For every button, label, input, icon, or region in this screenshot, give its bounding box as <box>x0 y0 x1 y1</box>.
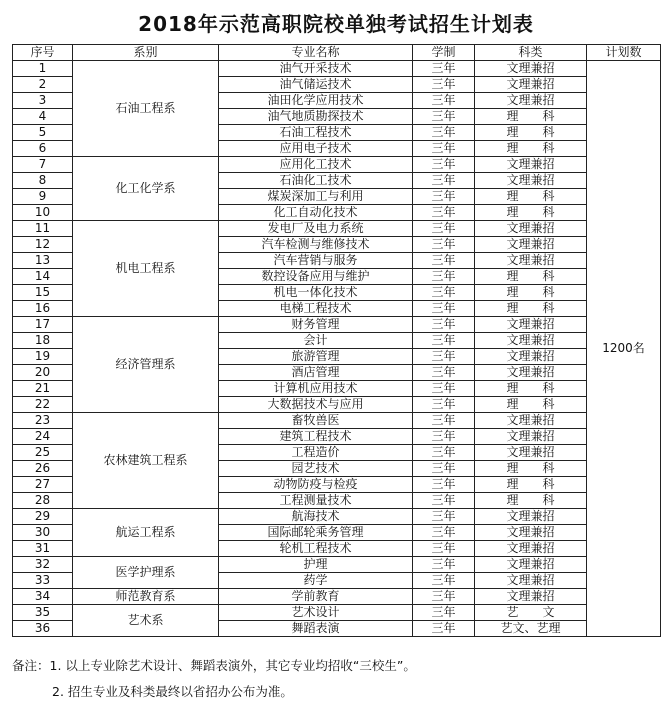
major-name-cell: 汽车营销与服务 <box>219 253 413 269</box>
category-cell: 理 科 <box>475 141 587 157</box>
duration-cell: 三年 <box>413 349 475 365</box>
major-name-cell: 轮机工程技术 <box>219 541 413 557</box>
major-name-cell: 应用化工技术 <box>219 157 413 173</box>
category-cell: 文理兼招 <box>475 253 587 269</box>
duration-cell: 三年 <box>413 397 475 413</box>
row-number-cell: 6 <box>13 141 73 157</box>
category-cell: 文理兼招 <box>475 77 587 93</box>
major-name-cell: 应用电子技术 <box>219 141 413 157</box>
duration-cell: 三年 <box>413 77 475 93</box>
row-number-cell: 14 <box>13 269 73 285</box>
duration-cell: 三年 <box>413 381 475 397</box>
row-number-cell: 18 <box>13 333 73 349</box>
department-cell: 艺术系 <box>73 605 219 637</box>
major-name-cell: 化工自动化技术 <box>219 205 413 221</box>
category-cell: 理 科 <box>475 461 587 477</box>
note-line-1: 备注：1. 以上专业除艺术设计、舞蹈表演外，其它专业均招收“三校生”。 <box>12 658 416 673</box>
category-cell: 理 科 <box>475 109 587 125</box>
row-number-cell: 35 <box>13 605 73 621</box>
row-number-cell: 3 <box>13 93 73 109</box>
category-cell: 文理兼招 <box>475 413 587 429</box>
category-cell: 文理兼招 <box>475 509 587 525</box>
department-cell: 机电工程系 <box>73 221 219 317</box>
category-cell: 理 科 <box>475 125 587 141</box>
duration-cell: 三年 <box>413 445 475 461</box>
duration-cell: 三年 <box>413 413 475 429</box>
duration-cell: 三年 <box>413 237 475 253</box>
major-name-cell: 旅游管理 <box>219 349 413 365</box>
duration-cell: 三年 <box>413 461 475 477</box>
category-cell: 文理兼招 <box>475 157 587 173</box>
table-row <box>13 157 661 173</box>
category-cell: 文理兼招 <box>475 317 587 333</box>
duration-cell: 三年 <box>413 333 475 349</box>
category-cell: 文理兼招 <box>475 429 587 445</box>
major-name-cell: 油气地质勘探技术 <box>219 109 413 125</box>
major-name-cell: 动物防疫与检疫 <box>219 477 413 493</box>
row-number-cell: 24 <box>13 429 73 445</box>
major-name-cell: 数控设备应用与维护 <box>219 269 413 285</box>
duration-cell: 三年 <box>413 589 475 605</box>
major-name-cell: 药学 <box>219 573 413 589</box>
table-row <box>13 317 661 333</box>
duration-cell: 三年 <box>413 605 475 621</box>
table-row <box>13 61 661 77</box>
row-number-cell: 31 <box>13 541 73 557</box>
duration-cell: 三年 <box>413 141 475 157</box>
row-number-cell: 17 <box>13 317 73 333</box>
major-name-cell: 油田化学应用技术 <box>219 93 413 109</box>
duration-cell: 三年 <box>413 125 475 141</box>
category-cell: 文理兼招 <box>475 445 587 461</box>
major-name-cell: 油气储运技术 <box>219 77 413 93</box>
plan-count-cell: 1200名 <box>587 61 661 637</box>
duration-cell: 三年 <box>413 541 475 557</box>
row-number-cell: 21 <box>13 381 73 397</box>
category-cell: 文理兼招 <box>475 221 587 237</box>
page-title: 2018年示范高职院校单独考试招生计划表 <box>138 12 534 36</box>
major-name-cell: 航海技术 <box>219 509 413 525</box>
duration-cell: 三年 <box>413 477 475 493</box>
major-name-cell: 石油工程技术 <box>219 125 413 141</box>
duration-cell: 三年 <box>413 429 475 445</box>
note-line-2: 2. 招生专业及科类最终以省招办公布为准。 <box>52 684 293 699</box>
major-name-cell: 园艺技术 <box>219 461 413 477</box>
duration-cell: 三年 <box>413 221 475 237</box>
duration-cell: 三年 <box>413 525 475 541</box>
duration-cell: 三年 <box>413 365 475 381</box>
header-cell: 系别 <box>73 45 219 61</box>
category-cell: 理 科 <box>475 301 587 317</box>
category-cell: 文理兼招 <box>475 237 587 253</box>
category-cell: 理 科 <box>475 381 587 397</box>
major-name-cell: 计算机应用技术 <box>219 381 413 397</box>
major-name-cell: 油气开采技术 <box>219 61 413 77</box>
duration-cell: 三年 <box>413 493 475 509</box>
row-number-cell: 30 <box>13 525 73 541</box>
table-row <box>13 509 661 525</box>
major-name-cell: 畜牧兽医 <box>219 413 413 429</box>
category-cell: 文理兼招 <box>475 61 587 77</box>
row-number-cell: 19 <box>13 349 73 365</box>
header-cell: 科类 <box>475 45 587 61</box>
major-name-cell: 机电一体化技术 <box>219 285 413 301</box>
row-number-cell: 7 <box>13 157 73 173</box>
table-header-row <box>13 45 661 61</box>
duration-cell: 三年 <box>413 573 475 589</box>
major-name-cell: 护理 <box>219 557 413 573</box>
enrollment-plan-table <box>12 44 661 637</box>
row-number-cell: 9 <box>13 189 73 205</box>
department-cell: 经济管理系 <box>73 317 219 413</box>
row-number-cell: 23 <box>13 413 73 429</box>
duration-cell: 三年 <box>413 189 475 205</box>
row-number-cell: 16 <box>13 301 73 317</box>
major-name-cell: 煤炭深加工与利用 <box>219 189 413 205</box>
category-cell: 文理兼招 <box>475 573 587 589</box>
category-cell: 文理兼招 <box>475 541 587 557</box>
major-name-cell: 工程测量技术 <box>219 493 413 509</box>
row-number-cell: 28 <box>13 493 73 509</box>
category-cell: 理 科 <box>475 397 587 413</box>
row-number-cell: 32 <box>13 557 73 573</box>
table-row <box>13 413 661 429</box>
row-number-cell: 10 <box>13 205 73 221</box>
row-number-cell: 15 <box>13 285 73 301</box>
row-number-cell: 11 <box>13 221 73 237</box>
table-row <box>13 605 661 621</box>
row-number-cell: 29 <box>13 509 73 525</box>
category-cell: 理 科 <box>475 493 587 509</box>
row-number-cell: 5 <box>13 125 73 141</box>
category-cell: 文理兼招 <box>475 93 587 109</box>
row-number-cell: 22 <box>13 397 73 413</box>
row-number-cell: 4 <box>13 109 73 125</box>
duration-cell: 三年 <box>413 285 475 301</box>
header-cell: 专业名称 <box>219 45 413 61</box>
duration-cell: 三年 <box>413 93 475 109</box>
duration-cell: 三年 <box>413 317 475 333</box>
row-number-cell: 13 <box>13 253 73 269</box>
department-cell: 医学护理系 <box>73 557 219 589</box>
row-number-cell: 27 <box>13 477 73 493</box>
major-name-cell: 汽车检测与维修技术 <box>219 237 413 253</box>
category-cell: 理 科 <box>475 189 587 205</box>
row-number-cell: 20 <box>13 365 73 381</box>
header-cell: 学制 <box>413 45 475 61</box>
category-cell: 艺 文 <box>475 605 587 621</box>
department-cell: 航运工程系 <box>73 509 219 557</box>
major-name-cell: 建筑工程技术 <box>219 429 413 445</box>
table-body <box>13 61 661 637</box>
category-cell: 文理兼招 <box>475 173 587 189</box>
duration-cell: 三年 <box>413 61 475 77</box>
category-cell: 艺文、艺理 <box>475 621 587 637</box>
row-number-cell: 2 <box>13 77 73 93</box>
duration-cell: 三年 <box>413 205 475 221</box>
category-cell: 文理兼招 <box>475 589 587 605</box>
major-name-cell: 石油化工技术 <box>219 173 413 189</box>
row-number-cell: 26 <box>13 461 73 477</box>
duration-cell: 三年 <box>413 621 475 637</box>
category-cell: 文理兼招 <box>475 365 587 381</box>
major-name-cell: 学前教育 <box>219 589 413 605</box>
row-number-cell: 12 <box>13 237 73 253</box>
duration-cell: 三年 <box>413 557 475 573</box>
row-number-cell: 33 <box>13 573 73 589</box>
category-cell: 文理兼招 <box>475 333 587 349</box>
major-name-cell: 国际邮轮乘务管理 <box>219 525 413 541</box>
department-cell: 师范教育系 <box>73 589 219 605</box>
major-name-cell: 财务管理 <box>219 317 413 333</box>
major-name-cell: 舞蹈表演 <box>219 621 413 637</box>
table-row <box>13 589 661 605</box>
row-number-cell: 36 <box>13 621 73 637</box>
duration-cell: 三年 <box>413 269 475 285</box>
department-cell: 石油工程系 <box>73 61 219 157</box>
major-name-cell: 酒店管理 <box>219 365 413 381</box>
duration-cell: 三年 <box>413 173 475 189</box>
table-row <box>13 557 661 573</box>
major-name-cell: 会计 <box>219 333 413 349</box>
department-cell: 农林建筑工程系 <box>73 413 219 509</box>
major-name-cell: 发电厂及电力系统 <box>219 221 413 237</box>
duration-cell: 三年 <box>413 301 475 317</box>
table-row <box>13 221 661 237</box>
major-name-cell: 工程造价 <box>219 445 413 461</box>
category-cell: 文理兼招 <box>475 349 587 365</box>
major-name-cell: 艺术设计 <box>219 605 413 621</box>
category-cell: 理 科 <box>475 477 587 493</box>
row-number-cell: 34 <box>13 589 73 605</box>
category-cell: 文理兼招 <box>475 525 587 541</box>
duration-cell: 三年 <box>413 109 475 125</box>
duration-cell: 三年 <box>413 253 475 269</box>
row-number-cell: 25 <box>13 445 73 461</box>
duration-cell: 三年 <box>413 509 475 525</box>
major-name-cell: 大数据技术与应用 <box>219 397 413 413</box>
category-cell: 文理兼招 <box>475 557 587 573</box>
row-number-cell: 1 <box>13 61 73 77</box>
header-cell: 序号 <box>13 45 73 61</box>
duration-cell: 三年 <box>413 157 475 173</box>
category-cell: 理 科 <box>475 269 587 285</box>
department-cell: 化工化学系 <box>73 157 219 221</box>
category-cell: 理 科 <box>475 205 587 221</box>
header-cell: 计划数 <box>587 45 661 61</box>
row-number-cell: 8 <box>13 173 73 189</box>
major-name-cell: 电梯工程技术 <box>219 301 413 317</box>
category-cell: 理 科 <box>475 285 587 301</box>
